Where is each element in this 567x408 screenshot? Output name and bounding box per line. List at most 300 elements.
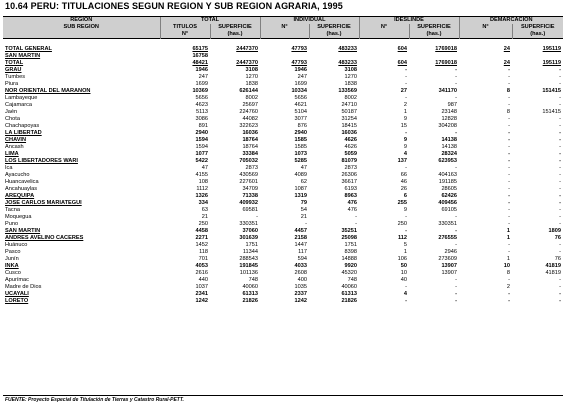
row-value-text: - — [455, 67, 457, 74]
row-value-text: - — [455, 130, 457, 137]
header-superficie: SUPERFICIE — [309, 24, 359, 31]
row-value-text: - — [559, 221, 561, 228]
header-n: N° — [260, 24, 309, 31]
row-value — [160, 179, 210, 186]
row-value-text: 151415 — [542, 109, 561, 116]
row-value — [309, 256, 359, 263]
row-value-text: 4457 — [294, 228, 307, 235]
row-value — [260, 172, 309, 179]
row-value-text: 101136 — [239, 270, 258, 277]
row-value — [210, 144, 260, 151]
row-value — [210, 263, 260, 270]
row-label-text: INKA — [5, 263, 19, 270]
row-value — [359, 270, 409, 277]
row-value-text: 24 — [503, 46, 510, 53]
row-value-text: 5285 — [294, 158, 307, 165]
row-value — [260, 46, 309, 53]
row-value-text: 227601 — [239, 179, 258, 186]
row-value-text: 1112 — [196, 186, 208, 193]
row-value — [309, 235, 359, 242]
row-value — [309, 270, 359, 277]
row-value — [210, 193, 260, 200]
table-row — [3, 144, 563, 151]
header-n: N° — [160, 31, 210, 39]
row-value — [260, 214, 309, 221]
row-value-text: 26306 — [341, 172, 357, 179]
row-value — [459, 102, 512, 109]
row-value — [160, 67, 210, 74]
row-value-text: 4155 — [195, 172, 208, 179]
row-value-text: 2447370 — [236, 60, 258, 67]
row-value-text: - — [559, 144, 561, 151]
row-value-text: 9920 — [344, 263, 357, 270]
row-value — [210, 172, 260, 179]
table-row — [3, 137, 563, 144]
row-value-text: 1585 — [294, 144, 307, 151]
row-value — [210, 242, 260, 249]
row-value-text: 1242 — [195, 298, 208, 305]
row-value-text: 1270 — [245, 74, 258, 81]
header-superficie: SUPERFICIE — [512, 24, 563, 31]
row-value — [512, 256, 563, 263]
row-value-text: 2158 — [294, 235, 307, 242]
row-value — [409, 179, 459, 186]
row-value — [160, 172, 210, 179]
row-value-text: - — [559, 116, 561, 123]
row-value-text: 409932 — [239, 200, 258, 207]
row-value-text: - — [559, 277, 561, 284]
row-value — [160, 214, 210, 221]
row-value — [459, 221, 512, 228]
table-row — [3, 165, 563, 172]
row-value — [210, 200, 260, 207]
row-value-text: - — [508, 186, 510, 193]
row-value — [409, 109, 459, 116]
row-value-text: 106 — [397, 256, 407, 263]
row-value-text: 10369 — [192, 88, 208, 95]
row-value-text: 604 — [397, 46, 407, 53]
row-value-text: 8002 — [245, 95, 258, 102]
row-value — [409, 242, 459, 249]
row-value-text: 10334 — [291, 88, 307, 95]
row-value — [309, 221, 359, 228]
row-value — [309, 228, 359, 235]
spacer-cell — [3, 39, 563, 47]
header-blank — [459, 31, 512, 39]
row-value — [309, 60, 359, 67]
row-value — [260, 200, 309, 207]
table-row — [3, 193, 563, 200]
row-label-text: Tacna — [5, 207, 20, 214]
row-label — [3, 95, 160, 102]
table-row — [3, 221, 563, 228]
row-value-text: 440 — [198, 277, 208, 284]
row-value-text: 24 — [503, 60, 510, 67]
row-value — [409, 165, 459, 172]
row-value — [260, 74, 309, 81]
row-value-text: 748 — [347, 277, 357, 284]
row-value-text: 10 — [503, 263, 510, 270]
row-value-text: 8963 — [344, 193, 357, 200]
row-value — [260, 263, 309, 270]
row-value — [459, 74, 512, 81]
row-value-text: - — [508, 137, 510, 144]
row-value — [210, 123, 260, 130]
row-value-text: 430569 — [239, 172, 258, 179]
row-label — [3, 46, 160, 53]
row-value-text: 483233 — [338, 60, 357, 67]
row-value-text: 8 — [506, 270, 510, 277]
row-value-text: - — [508, 193, 510, 200]
row-label — [3, 137, 160, 144]
row-value — [359, 242, 409, 249]
row-value — [160, 46, 210, 53]
row-value-text: 304208 — [438, 123, 457, 130]
row-value — [260, 235, 309, 242]
row-value-text: 24710 — [341, 102, 357, 109]
row-label-text: TOTAL GENERAL — [5, 46, 52, 53]
row-label — [3, 81, 160, 88]
row-value-text: - — [355, 221, 357, 228]
row-value-text: 69105 — [441, 207, 457, 214]
row-value — [459, 228, 512, 235]
row-value — [260, 291, 309, 298]
row-value — [359, 46, 409, 53]
row-value-text: 47793 — [291, 46, 307, 53]
row-value — [309, 242, 359, 249]
row-label — [3, 207, 160, 214]
row-value — [409, 193, 459, 200]
table-row — [3, 88, 563, 95]
row-label-text: Ayacucho — [5, 172, 30, 179]
row-value — [409, 263, 459, 270]
row-value-text: - — [508, 172, 510, 179]
row-value — [409, 221, 459, 228]
row-value-text: - — [559, 298, 561, 305]
row-value — [210, 81, 260, 88]
row-value-text: 2946 — [444, 249, 457, 256]
row-value-text: - — [559, 193, 561, 200]
row-value-text: - — [508, 81, 510, 88]
row-value-text: 1077 — [195, 151, 208, 158]
row-label-text: TOTAL — [5, 60, 24, 67]
row-value-text: 31254 — [341, 116, 357, 123]
row-value-text: - — [405, 67, 407, 74]
row-value-text: 2940 — [195, 130, 208, 137]
row-value-text: 47793 — [291, 60, 307, 67]
row-value-text: 483233 — [338, 46, 357, 53]
row-value-text: 21 — [201, 214, 208, 221]
row-value-text: - — [559, 102, 561, 109]
row-label — [3, 144, 160, 151]
row-value — [260, 95, 309, 102]
row-value — [359, 256, 409, 263]
row-label — [3, 270, 160, 277]
row-value-text: - — [559, 207, 561, 214]
row-value-text: 45320 — [341, 270, 357, 277]
row-value — [160, 130, 210, 137]
header-titulos: TITULOS — [160, 24, 210, 31]
row-value — [359, 165, 409, 172]
row-value-text: - — [508, 116, 510, 123]
row-value-text: 1 — [506, 228, 510, 235]
row-value — [409, 291, 459, 298]
row-value — [409, 277, 459, 284]
row-value-text: 1751 — [344, 242, 357, 249]
row-value-text: - — [508, 67, 510, 74]
row-value — [260, 81, 309, 88]
row-value — [160, 60, 210, 67]
row-value — [309, 172, 359, 179]
row-value-text: 594 — [297, 256, 307, 263]
row-value — [459, 179, 512, 186]
row-value — [309, 144, 359, 151]
row-value-text: 21 — [300, 214, 307, 221]
row-value-text: 5059 — [344, 151, 357, 158]
row-value — [260, 207, 309, 214]
row-value-text: 118 — [199, 249, 208, 256]
row-value-text: - — [508, 151, 510, 158]
row-value-text: - — [559, 291, 561, 298]
row-value-text: - — [508, 242, 510, 249]
row-value — [309, 102, 359, 109]
row-value — [409, 116, 459, 123]
row-value-text: - — [508, 95, 510, 102]
row-value-text: - — [559, 130, 561, 137]
row-value-text: - — [405, 284, 407, 291]
row-label — [3, 263, 160, 270]
row-label-text: LOS LIBERTADORES WARI — [5, 158, 78, 165]
row-label — [3, 221, 160, 228]
row-value — [512, 284, 563, 291]
row-value-text: - — [455, 81, 457, 88]
row-value — [210, 74, 260, 81]
row-value — [359, 88, 409, 95]
row-value-text: 5 — [403, 242, 407, 249]
row-value-text: 50187 — [341, 109, 357, 116]
header-row-1 — [3, 17, 563, 25]
row-value — [359, 102, 409, 109]
row-label — [3, 284, 160, 291]
row-value — [409, 235, 459, 242]
row-value-text: - — [559, 123, 561, 130]
row-value — [459, 291, 512, 298]
bottom-rule — [3, 395, 563, 396]
row-value-text: - — [455, 74, 457, 81]
row-value — [459, 95, 512, 102]
row-value — [512, 102, 563, 109]
row-value-text: 334 — [198, 200, 208, 207]
table-row — [3, 235, 563, 242]
row-value — [260, 109, 309, 116]
row-value — [260, 102, 309, 109]
row-value-text: 1769018 — [435, 46, 457, 53]
row-value-text: 13907 — [441, 270, 457, 277]
table-row — [3, 207, 563, 214]
header-blank — [359, 31, 409, 39]
row-value-text: - — [508, 165, 510, 172]
row-value-text: 891 — [198, 123, 208, 130]
row-value-text: 9 — [403, 116, 407, 123]
row-value — [359, 249, 409, 256]
row-value-text: 4623 — [195, 102, 208, 109]
row-value — [210, 60, 260, 67]
row-value — [409, 102, 459, 109]
row-value — [512, 95, 563, 102]
row-value — [309, 193, 359, 200]
row-value-text: - — [559, 158, 561, 165]
row-value-text: - — [559, 137, 561, 144]
table-row — [3, 214, 563, 221]
table-row — [3, 109, 563, 116]
row-value — [210, 67, 260, 74]
row-value — [459, 200, 512, 207]
row-value-text: 1838 — [344, 81, 357, 88]
table-row — [3, 263, 563, 270]
table-row — [3, 200, 563, 207]
row-value — [160, 193, 210, 200]
row-value — [309, 151, 359, 158]
row-value — [359, 144, 409, 151]
table-row — [3, 179, 563, 186]
row-value-text: 4626 — [344, 144, 357, 151]
row-value — [512, 200, 563, 207]
row-value — [459, 137, 512, 144]
row-value — [260, 165, 309, 172]
row-value-text: 1946 — [195, 67, 208, 74]
row-value — [210, 179, 260, 186]
row-value — [459, 151, 512, 158]
row-value — [309, 165, 359, 172]
row-value — [409, 123, 459, 130]
row-value-text: 2447370 — [236, 46, 258, 53]
row-value — [210, 116, 260, 123]
row-value — [359, 81, 409, 88]
row-label-text: Jaén — [5, 109, 18, 116]
header-total: TOTAL — [160, 17, 260, 25]
row-value — [512, 207, 563, 214]
row-value-text: - — [559, 249, 561, 256]
row-value — [409, 46, 459, 53]
row-value — [260, 284, 309, 291]
table-row — [3, 60, 563, 67]
row-value-text: 1073 — [294, 151, 307, 158]
row-value — [160, 228, 210, 235]
row-value — [260, 60, 309, 67]
row-value-text: - — [455, 284, 457, 291]
table-row — [3, 284, 563, 291]
row-value-text: 18764 — [242, 144, 258, 151]
row-value-text: 13907 — [441, 263, 457, 270]
row-value — [260, 256, 309, 263]
titulaciones-table — [3, 16, 563, 305]
table-row — [3, 291, 563, 298]
row-label-text: LORETO — [5, 298, 29, 305]
table-row — [3, 270, 563, 277]
row-value — [309, 200, 359, 207]
row-value-text: - — [405, 228, 407, 235]
table-row — [3, 158, 563, 165]
row-value — [309, 67, 359, 74]
row-label — [3, 109, 160, 116]
row-value-text: 8 — [506, 109, 510, 116]
row-value-text: 748 — [248, 277, 258, 284]
row-label — [3, 53, 160, 60]
header-demarcacion: DEMARCACION — [459, 17, 563, 25]
row-value-text: - — [305, 221, 307, 228]
row-value-text: - — [559, 186, 561, 193]
table-row — [3, 172, 563, 179]
table-row — [3, 186, 563, 193]
row-value-text: 1 — [506, 235, 510, 242]
row-value — [512, 193, 563, 200]
row-value-text: 16036 — [242, 130, 258, 137]
row-label — [3, 172, 160, 179]
row-value — [260, 88, 309, 95]
row-label — [3, 88, 160, 95]
row-value-text: - — [559, 165, 561, 172]
page-title: 10.64 PERU: TITULACIONES SEGUN REGION Y SUB REGION AGRARIA, 1995 — [5, 1, 343, 11]
row-value — [409, 172, 459, 179]
row-value-text: 273609 — [438, 256, 457, 263]
row-value — [260, 193, 309, 200]
row-label — [3, 200, 160, 207]
row-label-text: SAN MARTIN — [5, 228, 41, 235]
header-region: REGION — [3, 17, 160, 25]
table-row — [3, 249, 563, 256]
row-value — [359, 263, 409, 270]
row-label — [3, 123, 160, 130]
row-value — [409, 130, 459, 137]
row-value — [160, 291, 210, 298]
row-value-text: 8398 — [344, 249, 357, 256]
row-value — [409, 214, 459, 221]
row-value — [459, 116, 512, 123]
row-value-text: 1242 — [294, 298, 307, 305]
row-value-text: 250 — [397, 221, 407, 228]
row-value-text: 195119 — [542, 46, 561, 53]
row-value-text: 987 — [447, 102, 457, 109]
row-value — [260, 186, 309, 193]
row-label — [3, 60, 160, 67]
row-value — [160, 158, 210, 165]
row-value — [359, 158, 409, 165]
row-value — [260, 123, 309, 130]
row-value — [260, 249, 309, 256]
row-value — [260, 151, 309, 158]
row-value-text: 409456 — [438, 200, 457, 207]
row-value — [512, 291, 563, 298]
row-value — [210, 235, 260, 242]
row-value-text: - — [455, 165, 457, 172]
row-value-text: 25098 — [341, 235, 357, 242]
row-value-text: - — [508, 130, 510, 137]
row-value — [210, 137, 260, 144]
row-value-text: 6193 — [344, 186, 357, 193]
row-value — [160, 277, 210, 284]
row-value — [260, 270, 309, 277]
row-value-text: - — [559, 214, 561, 221]
row-value — [260, 158, 309, 165]
row-value — [160, 270, 210, 277]
row-value — [309, 137, 359, 144]
row-value-text: 76 — [554, 256, 561, 263]
row-value-text: 2873 — [344, 165, 357, 172]
row-label — [3, 228, 160, 235]
table-row — [3, 116, 563, 123]
row-value-text: - — [508, 74, 510, 81]
row-value — [409, 144, 459, 151]
